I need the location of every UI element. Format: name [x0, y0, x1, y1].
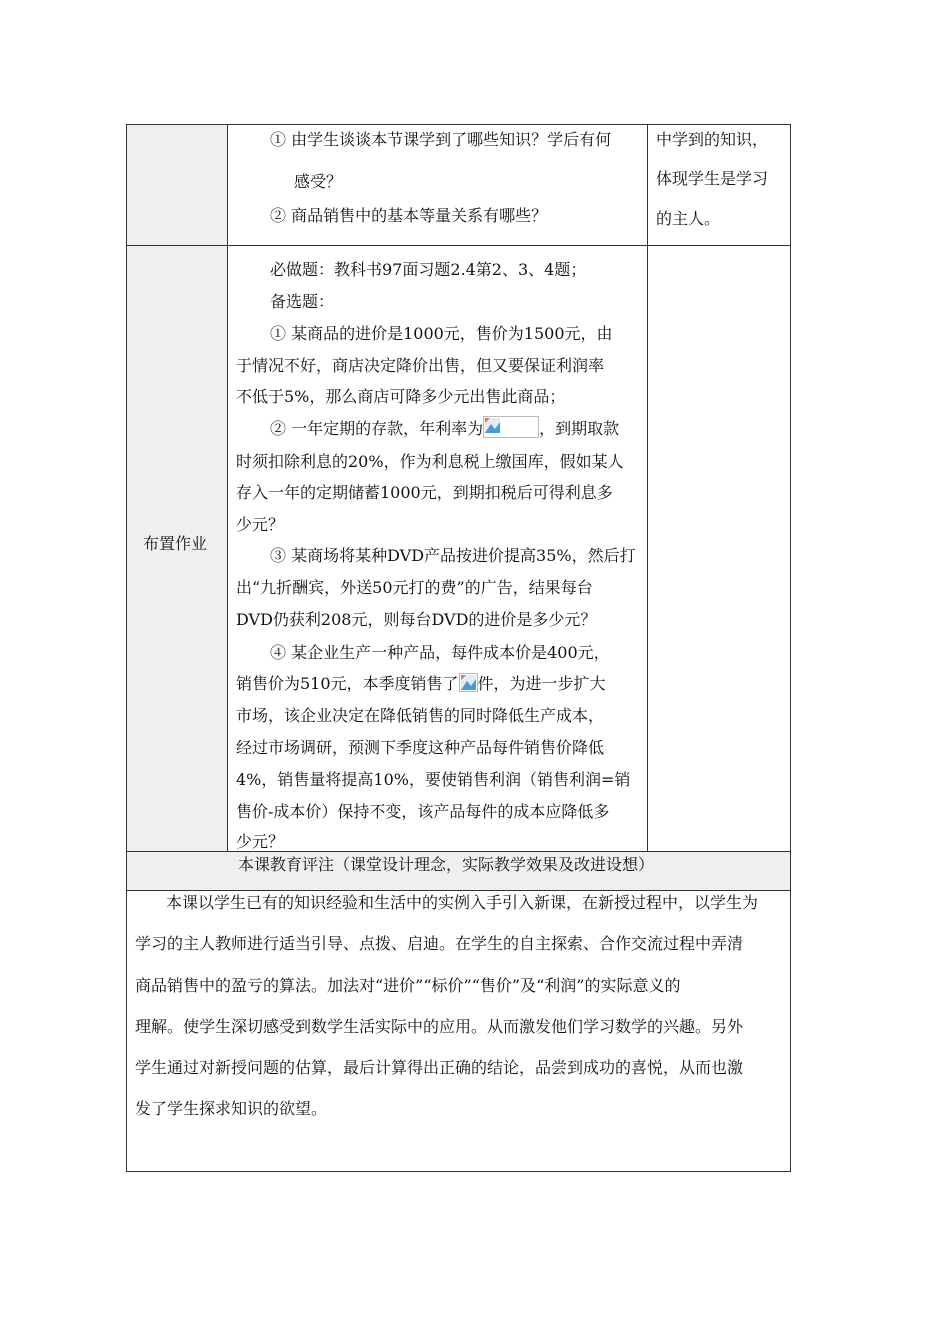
q2-line-4: 少元？ [236, 515, 285, 534]
evaluation-header: 本课教育评注（课堂设计理念，实际教学效果及改进设想） [238, 855, 655, 874]
evaluation-line-3: 商品销售中的盈亏的算法。加法对“进价”“标价”“售价”及“利润”的实际意义的 [135, 976, 681, 995]
q4-line-3: 市场，该企业决定在降低销售的同时降低生产成本， [236, 706, 605, 725]
table-border-bottom [126, 1171, 791, 1172]
table-divider-row1 [126, 245, 791, 246]
q3-line-1: ③ 某商场将某种DVD产品按进价提高35%，然后打 [270, 546, 636, 565]
evaluation-line-6: 发了学生探求知识的欲望。 [135, 1099, 328, 1118]
table-border-right [790, 124, 791, 1172]
interest-rate-image-icon [483, 416, 539, 438]
homework-optional-label: 备选题： [270, 292, 335, 311]
q2-line-1 [270, 416, 619, 440]
q1-line-3: 不低于5%，那么商店可降多少元出售此商品； [236, 387, 566, 406]
q2-line-3: 存入一年的定期储蓄1000元，到期扣税后可得利息多 [236, 483, 613, 502]
evaluation-line-5: 学生通过对新授问题的估算，最后计算得出正确的结论，品尝到成功的喜悦，从而也激 [135, 1058, 744, 1077]
q2-text-after: ，到期取款 [539, 419, 620, 438]
summary-note-line-2: 体现学生是学习 [656, 169, 769, 188]
evaluation-line-4: 理解。使学生深切感受到数学生活实际中的应用。从而激发他们学习数学的兴趣。另外 [135, 1017, 744, 1036]
table-divider-col2 [647, 124, 648, 851]
q2-text-before: ② 一年定期的存款，年利率为 [270, 419, 484, 438]
q4-line-7: 少元？ [236, 832, 285, 851]
q3-line-2: 出“九折酬宾，外送50元打的费”的广告，结果每台 [236, 578, 593, 597]
q1-line-2: 于情况不好，商店决定降价出售，但又要保证利润率 [236, 356, 605, 375]
summary-label-cell [127, 125, 228, 245]
q4-line-1: ④ 某企业生产一种产品，每件成本价是400元， [270, 643, 610, 662]
table-divider-row3 [126, 890, 791, 891]
evaluation-line-1: 本课以学生已有的知识经验和生活中的实例入手引入新课，在新授过程中，以学生为 [166, 893, 759, 912]
summary-line-3: ② 商品销售中的基本等量关系有哪些？ [270, 206, 548, 225]
summary-line-1: ① 由学生谈谈本节课学到了哪些知识？学后有何 [270, 130, 612, 149]
q4-line-4: 经过市场调研，预测下季度这种产品每件销售价降低 [236, 738, 605, 757]
q2-line-2: 时须扣除利息的20%，作为利息税上缴国库，假如某人 [236, 452, 624, 471]
evaluation-line-2: 学习的主人教师进行适当引导、点拨、启迪。在学生的自主探索、合作交流过程中弄清 [135, 934, 744, 953]
summary-note-line-1: 中学到的知识， [656, 130, 769, 149]
table-divider-row2 [126, 851, 791, 852]
q4-text-before: 销售价为510元，本季度销售了 [236, 674, 459, 693]
homework-required: 必做题：教科书97面习题2.4第2、3、4题； [270, 260, 587, 279]
q4-line-6: 售价-成本价）保持不变，该产品每件的成本应降低多 [236, 802, 610, 821]
table-border-top [126, 124, 791, 125]
summary-note-line-3: 的主人。 [656, 209, 721, 228]
summary-line-2: 感受？ [294, 172, 343, 191]
q1-line-1: ① 某商品的进价是1000元，售价为1500元，由 [270, 324, 613, 343]
q4-line-5: 4%，销售量将提高10%，要使销售利润（销售利润=销 [236, 770, 631, 789]
sales-quantity-image-icon [459, 673, 478, 692]
q4-line-2 [236, 673, 606, 695]
q3-line-3: DVD仍获利208元，则每台DVD的进价是多少元？ [236, 610, 597, 629]
table-border-left [126, 124, 127, 1172]
homework-label: 布置作业 [143, 534, 208, 553]
table-divider-col1 [227, 124, 228, 851]
q4-text-after: 件，为进一步扩大 [477, 674, 606, 693]
